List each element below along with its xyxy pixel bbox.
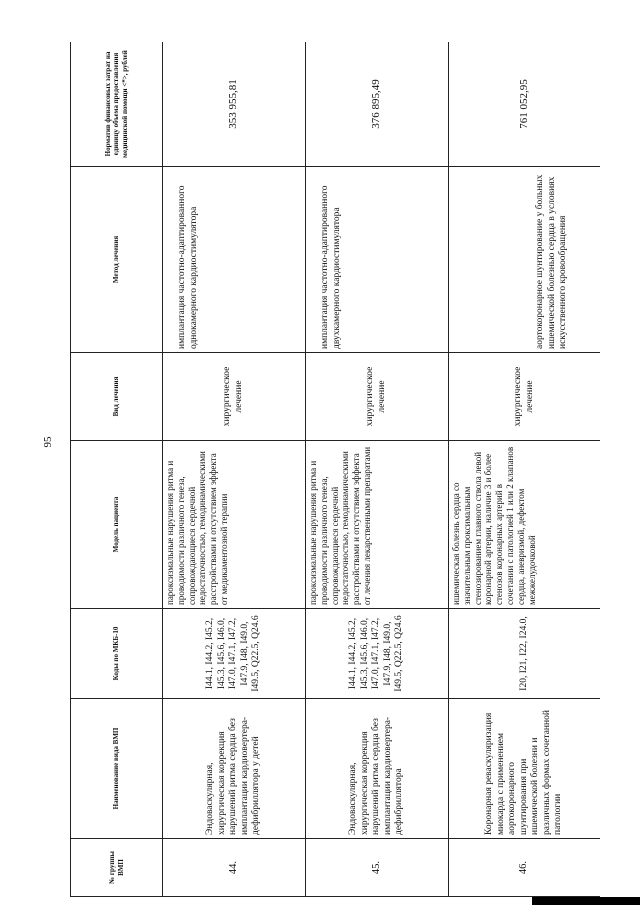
treatment-type: хирургическое лечение: [163, 353, 306, 441]
treatment-type: хирургическое лечение: [449, 353, 601, 441]
patient-model: пароксизмальные нарушения ритма и проводимости различного генеза, сопровождающиеся сердечной недостаточностью, гемодинамическими расстройствами и отсутствием эффекта от лечения лекарственными препаратами: [306, 441, 449, 609]
icd-codes: I20, I21, I22, I24.0,: [449, 609, 601, 699]
vmp-name: Эндоваскулярная, хирургическая коррекция нарушений ритма сердца без имплантации кардиовертера-дефибриллятора: [306, 699, 449, 839]
treatment-type: хирургическое лечение: [306, 353, 449, 441]
icd-codes: I44.1, I44.2, I45.2, I45.3, I45.6, I46.0, I47.0, I47.1, I47.2, I47.9, I48, I49.0, I49.5, Q22.5, Q24.6: [306, 609, 449, 699]
patient-model: ишемическая болезнь сердца со значительным проксимальным стенозированием главного ствола левой коронарной артерии, наличие 3 и более стенозов коронарных артерий в сочетании с патологией 1 или 2 клапанов сердца, аневризмой, дефектом межжелудочковой: [449, 441, 601, 609]
header-group-number: № группы ВМП: [71, 839, 163, 897]
treatment-method: аортокоронарное шунтирование у больных ишемической болезнью сердца в условиях искусственного кровообращения: [449, 167, 601, 353]
page-number: 95: [42, 436, 54, 448]
cost-norm: 353 955,81: [163, 42, 306, 167]
header-vmp-name: Наименование вида ВМП: [71, 699, 163, 839]
table-row: [449, 42, 601, 897]
vmp-name: Коронарная реваскуляризация миокарда с применением аортокоронарного шунтирования при ишемической болезни и различных формах сочетанной патологии: [449, 699, 601, 839]
cost-norm: 376 895,49: [306, 42, 449, 167]
header-treatment-type: Вид лечения: [71, 353, 163, 441]
treatment-method: имплантация частотно-адаптированного двухкамерного кардиостимулятора: [306, 167, 449, 353]
header-cost-norm: Норматив финансовых затрат на единицу объема предоставления медицинской помощи <*>, рублей: [71, 42, 163, 167]
vmp-name: Эндоваскулярная, хирургическая коррекция нарушений ритма сердца без имплантации кардиовертера-дефибриллятора у детей: [163, 699, 306, 839]
scan-edge-mark: [532, 897, 640, 905]
group-number: 44.: [163, 839, 306, 897]
cost-norm: 761 052,95: [449, 42, 601, 167]
group-number: 45.: [306, 839, 449, 897]
table-row: [306, 42, 449, 897]
header-treatment-method: Метод лечения: [71, 167, 163, 353]
rotated-table-container: [70, 42, 600, 897]
vmp-table: [70, 42, 600, 897]
treatment-method: имплантация частотно-адаптированного однокамерного кардиостимулятора: [163, 167, 306, 353]
table-row: [163, 42, 306, 897]
patient-model: пароксизмальные нарушения ритма и проводимости различного генеза, сопровождающиеся сердечной недостаточностью, гемодинамическими расстройствами и отсутствием эффекта от медикаментозной терапии: [163, 441, 306, 609]
group-number: 46.: [449, 839, 601, 897]
icd-codes: I44.1, I44.2, I45.2, I45.3, I45.6, I46.0, I47.0, I47.1, I47.2, I47.9, I48, I49.0, I49.5, Q22.5, Q24.6: [163, 609, 306, 699]
header-patient-model: Модель пациента: [71, 441, 163, 609]
header-row: [71, 42, 163, 897]
header-icd-codes: Коды по МКБ-10: [71, 609, 163, 699]
